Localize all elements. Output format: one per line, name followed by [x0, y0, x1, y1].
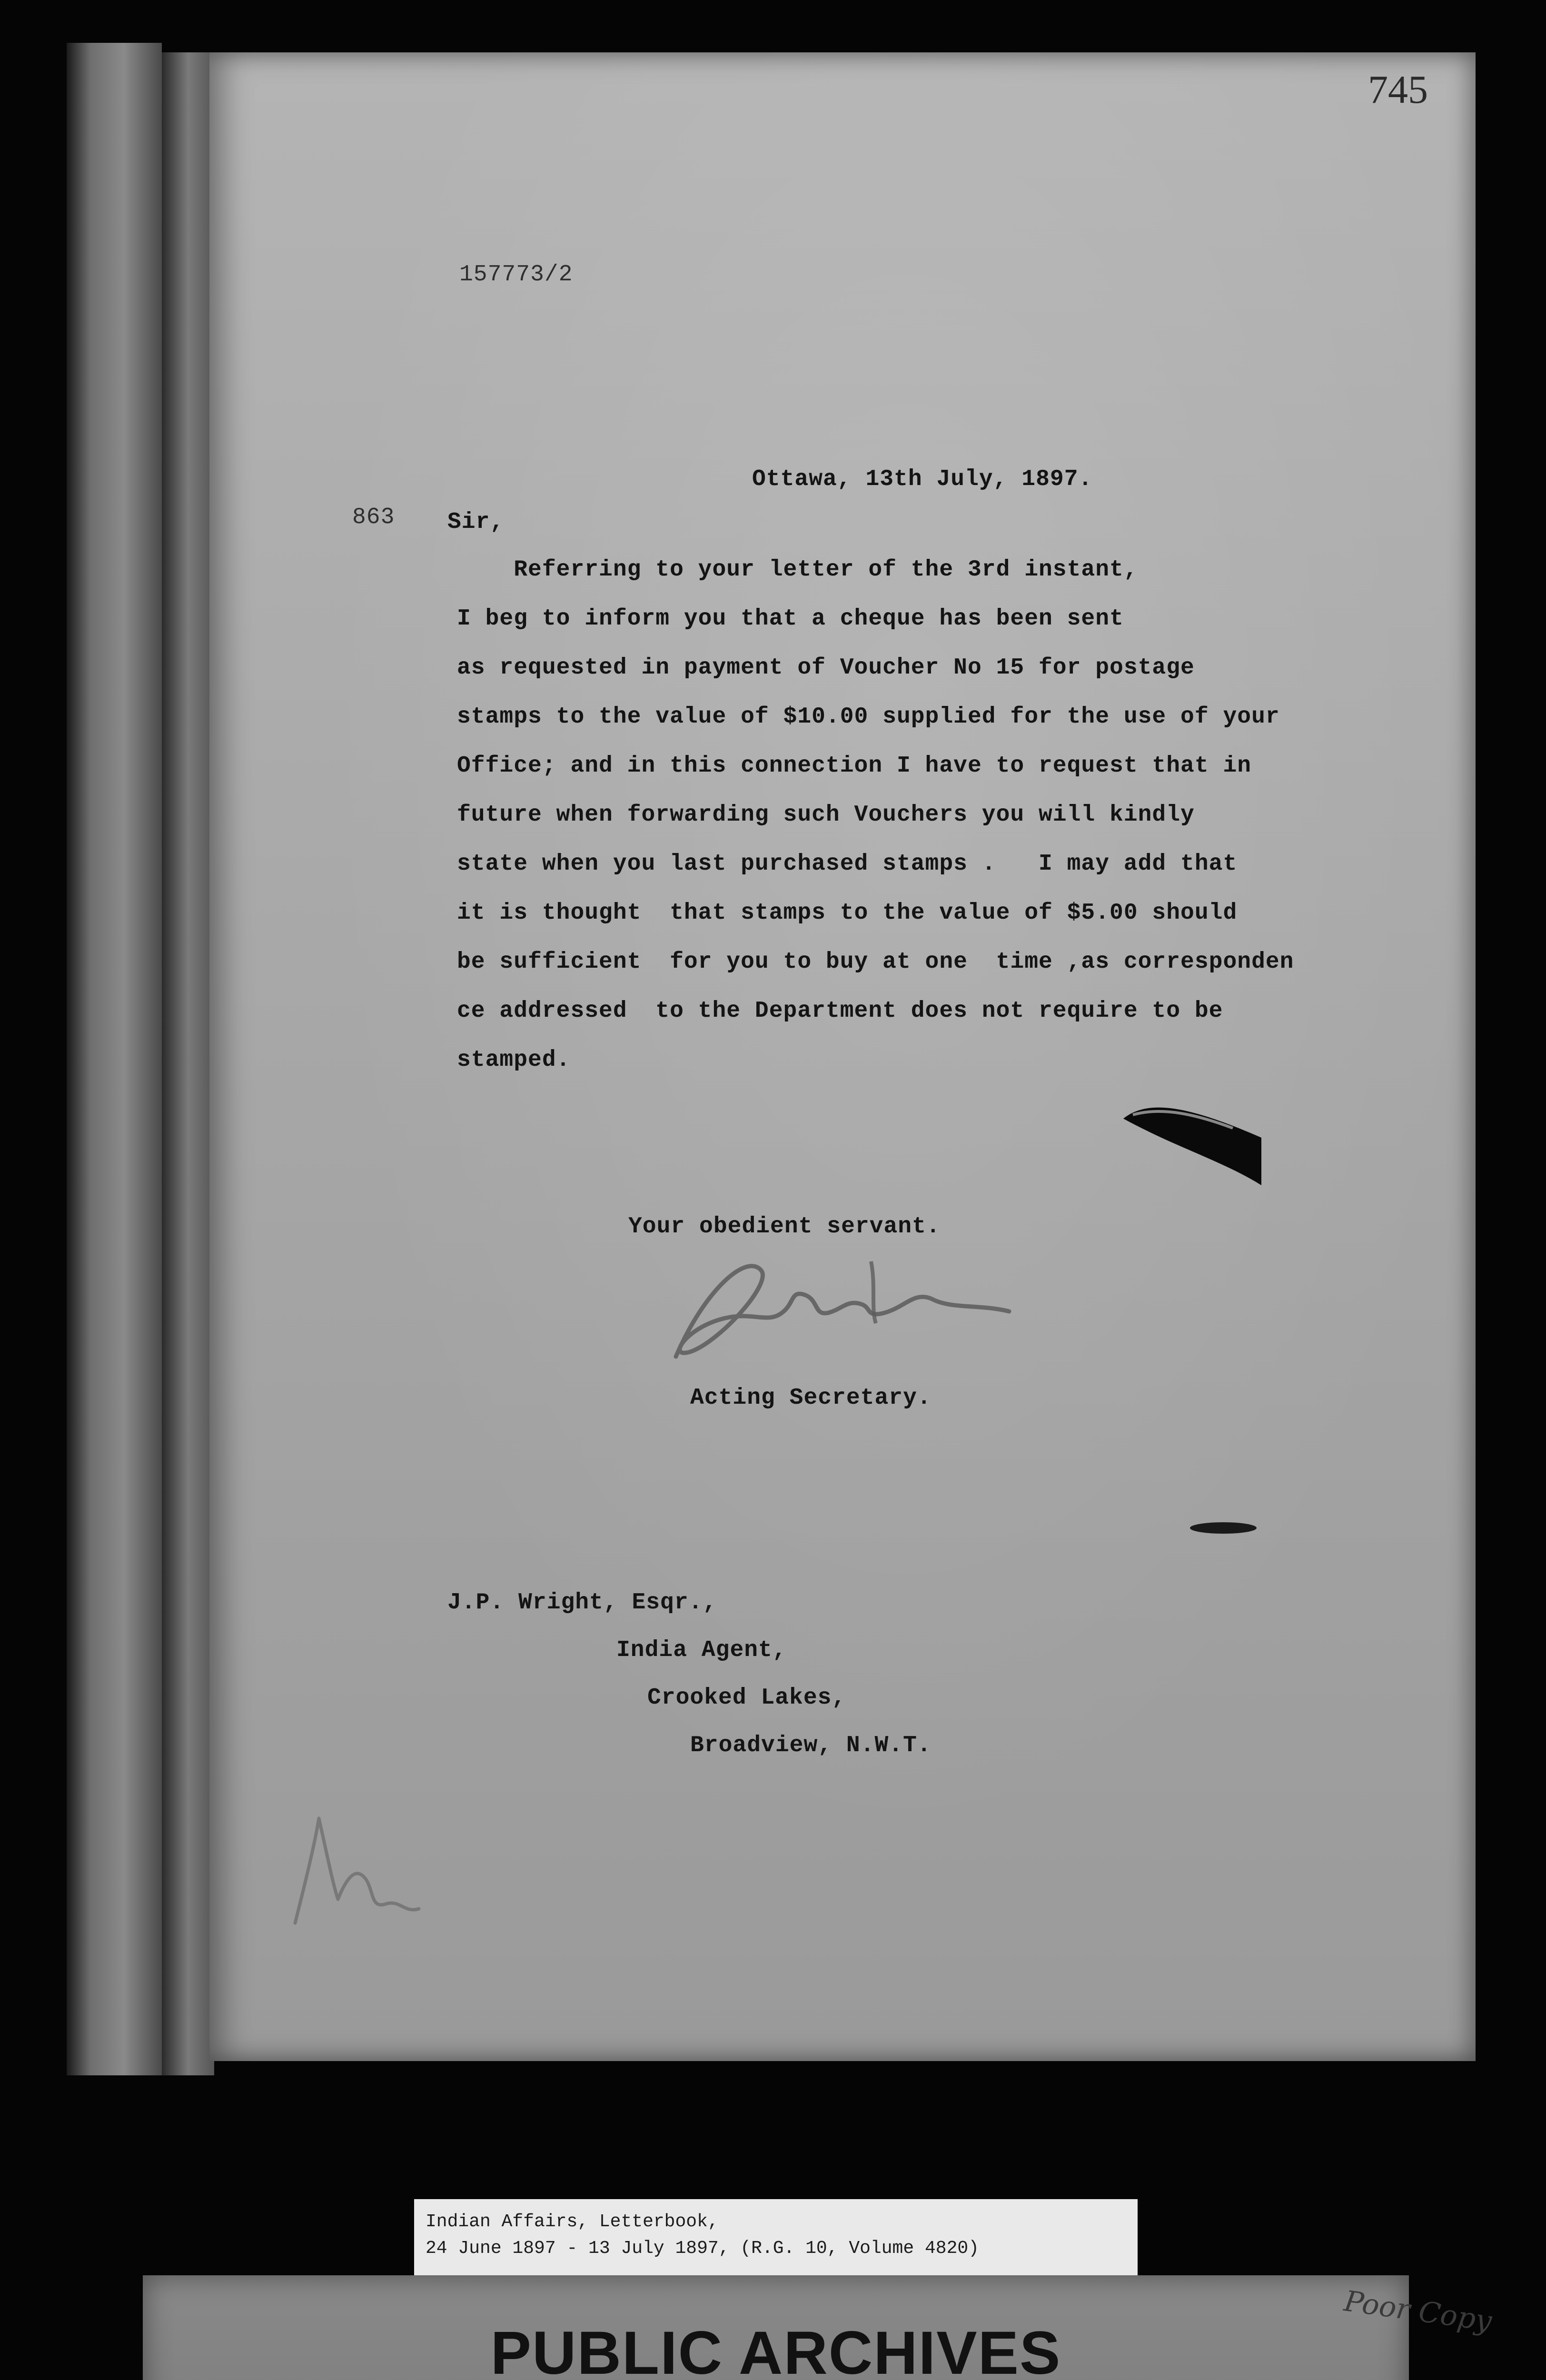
body-line: Referring to your letter of the 3rd instant, — [457, 557, 1138, 583]
stamp-line-english: PUBLIC ARCHIVES — [490, 2319, 1061, 2380]
ink-blot — [1185, 1518, 1261, 1537]
letter-number: 863 — [352, 505, 395, 530]
body-line: Office; and in this connection I have to request that in — [457, 753, 1252, 779]
film-edge-left — [67, 43, 162, 2075]
addressee-place: Crooked Lakes, — [647, 1685, 846, 1711]
pen-pointer — [1119, 1081, 1261, 1185]
body-line: ce addressed to the Department does not require to be — [457, 998, 1223, 1024]
addressee-name: J.P. Wright, Esqr., — [447, 1590, 717, 1616]
body-line: stamped. — [457, 1047, 571, 1073]
body-line: future when forwarding such Vouchers you will kindly — [457, 802, 1195, 828]
addressee-title: India Agent, — [616, 1637, 787, 1663]
closing: Your obedient servant. — [628, 1214, 941, 1240]
signatory-title: Acting Secretary. — [690, 1385, 932, 1411]
body-line: I beg to inform you that a cheque has been sent — [457, 606, 1124, 632]
archive-stamp — [143, 2275, 1494, 2380]
salutation: Sir, — [447, 509, 505, 535]
body-line: state when you last purchased stamps . I may add that — [457, 851, 1238, 877]
handwritten-signature — [647, 1233, 1076, 1385]
film-edge-inner — [162, 52, 214, 2075]
page-number: 745 — [1368, 68, 1428, 112]
body-line: be sufficient for you to buy at one time ,as corresponden — [457, 949, 1294, 975]
body-line: as requested in payment of Voucher No 15 for postage — [457, 655, 1195, 681]
label-line-2: 24 June 1897 - 13 July 1897, (R.G. 10, Volume 4820) — [426, 2238, 979, 2259]
addressee-location: Broadview, N.W.T. — [690, 1733, 932, 1758]
label-line-1: Indian Affairs, Letterbook, — [426, 2211, 719, 2232]
letter-page — [209, 52, 1476, 2061]
handwritten-initials — [276, 1790, 447, 1942]
archive-reference-label — [414, 2199, 1138, 2275]
body-line: stamps to the value of $10.00 supplied for the use of your — [457, 704, 1280, 730]
date-line: Ottawa, 13th July, 1897. — [752, 466, 1093, 492]
file-reference: 157773/2 — [459, 262, 573, 288]
body-line: it is thought that stamps to the value of $5.00 should — [457, 900, 1238, 926]
poor-copy-note: Poor Copy — [1342, 2284, 1494, 2339]
